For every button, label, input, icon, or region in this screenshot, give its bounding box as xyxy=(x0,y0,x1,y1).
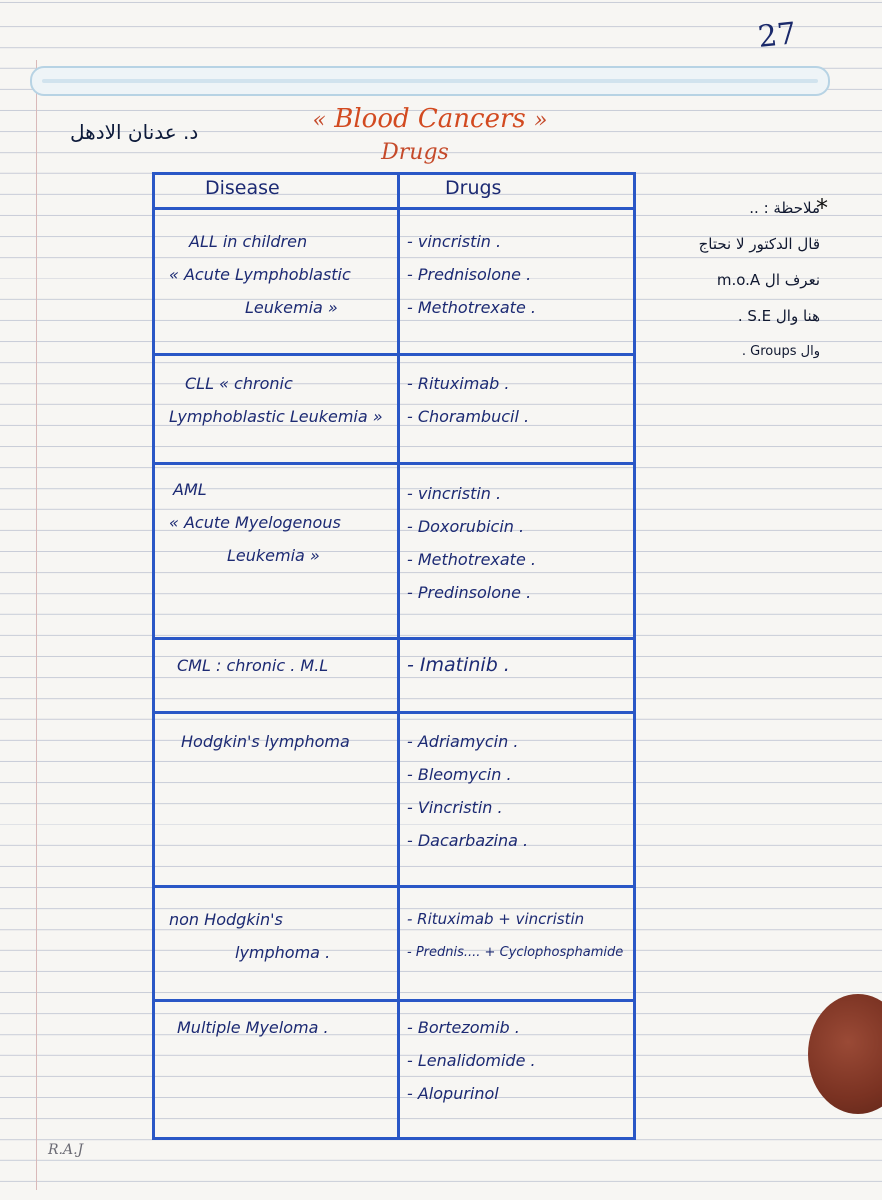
disease-line: AML xyxy=(173,480,207,499)
drugs-cell xyxy=(407,477,639,609)
side-note xyxy=(640,190,828,370)
row-divider xyxy=(155,999,633,1002)
disease-line: « Acute Lymphoblastic xyxy=(169,265,351,284)
disease-line: Multiple Myeloma . xyxy=(177,1018,329,1037)
disease-line: lymphoma . xyxy=(235,943,331,962)
column-divider xyxy=(397,175,400,1137)
drugs-cell xyxy=(407,649,639,682)
row-divider xyxy=(155,885,633,888)
disease-line: Hodgkin's lymphoma xyxy=(181,732,350,751)
drug-item: - Dacarbazina . xyxy=(407,831,529,850)
disease-line: Lymphoblastic Leukemia » xyxy=(169,407,383,426)
header-disease: Disease xyxy=(205,177,280,199)
drug-item: - Rituximab + vincristin xyxy=(407,910,585,928)
disease-cell xyxy=(169,903,395,969)
drug-item: - Bleomycin . xyxy=(407,765,512,784)
drug-item: - Bortezomib . xyxy=(407,1018,520,1037)
disease-cell xyxy=(169,1011,395,1044)
disease-line: ALL in children xyxy=(189,232,308,251)
title-quote-open: « xyxy=(312,108,326,133)
disease-line: CML : chronic . M.L xyxy=(177,656,329,675)
disease-line: non Hodgkin's xyxy=(169,910,283,929)
header-band xyxy=(30,66,830,96)
side-note-line: وال Groups . xyxy=(741,344,820,359)
drug-item: - Imatinib . xyxy=(407,654,510,676)
disease-cell xyxy=(169,367,395,433)
asterisk-mark: * xyxy=(816,194,828,222)
drug-item: - Vincristin . xyxy=(407,798,503,817)
disease-cell xyxy=(169,725,395,758)
side-note-line: ملاحظة : .. xyxy=(749,199,820,217)
drug-table xyxy=(152,172,636,1140)
disease-line: Leukemia » xyxy=(227,546,320,565)
disease-cell xyxy=(169,473,395,572)
drug-item: - vincristin . xyxy=(407,232,502,251)
disease-line: « Acute Myelogenous xyxy=(169,513,341,532)
signature: R.A.J xyxy=(48,1142,84,1158)
row-divider xyxy=(155,207,633,210)
drug-item: - Predinsolone . xyxy=(407,583,532,602)
drug-item: - Rituximab . xyxy=(407,374,510,393)
title-text: Blood Cancers xyxy=(334,104,526,134)
row-divider xyxy=(155,462,633,465)
page-title xyxy=(270,104,590,134)
coin-image xyxy=(808,994,882,1114)
drug-item: - vincristin . xyxy=(407,484,502,503)
drug-item: - Adriamycin . xyxy=(407,732,519,751)
drug-item: - Methotrexate . xyxy=(407,550,536,569)
title-quote-close: » xyxy=(534,108,548,133)
header-drugs: Drugs xyxy=(445,177,502,199)
drugs-cell xyxy=(407,725,639,857)
drug-item: - Alopurinol xyxy=(407,1084,499,1103)
side-note-line: نعرف ال m.o.A xyxy=(716,271,820,289)
row-divider xyxy=(155,637,633,640)
disease-cell xyxy=(169,649,395,682)
disease-line: Leukemia » xyxy=(245,298,338,317)
drug-item: - Prednisolone . xyxy=(407,265,532,284)
page-subtitle: Drugs xyxy=(360,140,470,165)
row-divider xyxy=(155,711,633,714)
drug-item: - Lenalidomide . xyxy=(407,1051,536,1070)
drug-item: - Prednis.... + Cyclophosphamide xyxy=(407,945,624,960)
side-note-line: هنا وال S.E . xyxy=(737,307,820,325)
row-divider xyxy=(155,353,633,356)
drugs-cell xyxy=(407,903,639,969)
drugs-cell xyxy=(407,225,639,324)
page-number: 27 xyxy=(756,16,798,55)
drugs-cell xyxy=(407,367,639,433)
drug-item: - Methotrexate . xyxy=(407,298,536,317)
side-note-line: قال الدكتور لا نحتاج xyxy=(698,235,820,253)
drug-item: - Chorambucil . xyxy=(407,407,530,426)
author-name: د. عدنان الادهل xyxy=(70,120,199,144)
disease-line: CLL « chronic xyxy=(185,374,293,393)
margin-line xyxy=(36,60,37,1190)
drug-item: - Doxorubicin . xyxy=(407,517,525,536)
drugs-cell xyxy=(407,1011,639,1110)
disease-cell xyxy=(169,225,395,324)
